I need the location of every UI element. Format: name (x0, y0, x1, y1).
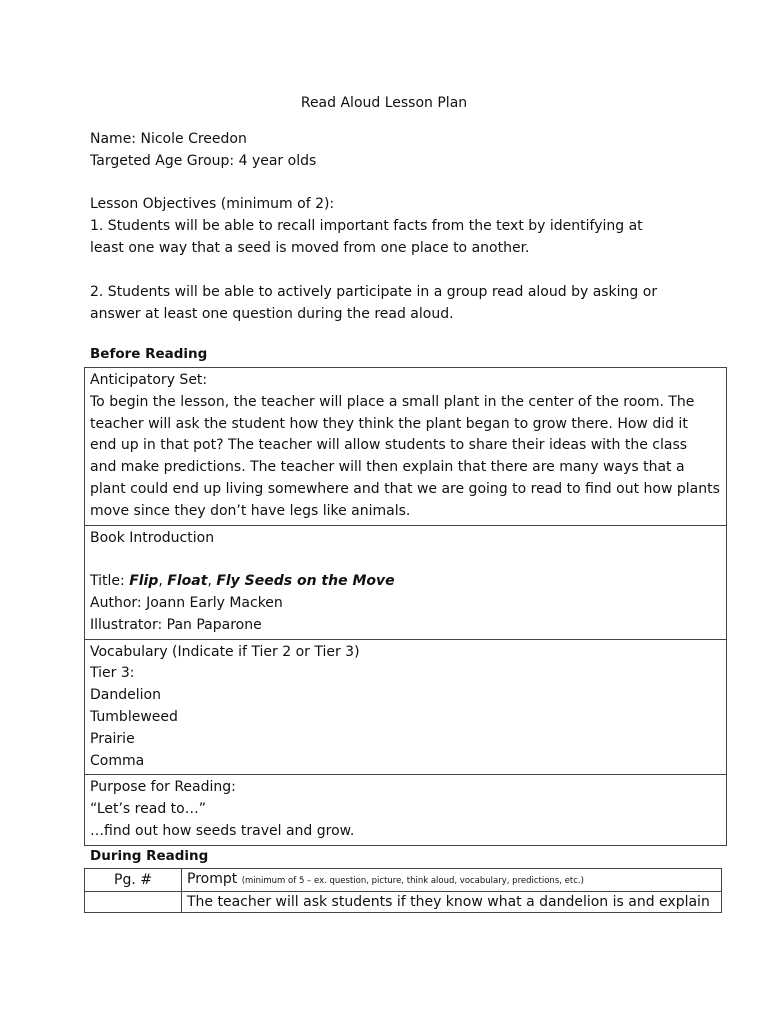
book-title-part-1: Flip (129, 573, 159, 590)
objective-2-line-1: 2. Students will be able to actively participate in a group read aloud by asking or (90, 284, 658, 300)
objective-1-line-2: least one way that a seed is moved from one place to another. (90, 240, 530, 256)
anticipatory-set-label: Anticipatory Set: (90, 372, 208, 388)
anticipatory-text-line: end up in that pot? The teacher will allow students to share their ideas with the class (90, 437, 688, 454)
book-title-label: Title: (90, 573, 125, 590)
book-title-part-2: Float (167, 573, 208, 590)
book-title-separator: , (158, 573, 163, 590)
prompt-cell: The teacher will ask students if they know what a dandelion is and explain (182, 892, 722, 913)
book-introduction-row (85, 525, 727, 639)
vocabulary-row (85, 639, 727, 775)
age-group-line (90, 150, 316, 172)
name-value: Nicole Creedon (140, 131, 247, 147)
before-reading-heading: Before Reading (90, 346, 208, 362)
purpose-cell (85, 775, 727, 845)
anticipatory-set-cell (85, 368, 727, 526)
author-line (90, 593, 720, 615)
age-group-label: Targeted Age Group: (90, 153, 235, 169)
anticipatory-set-row (85, 368, 727, 526)
page-number-cell (85, 892, 182, 913)
vocabulary-tier: Tier 3: (90, 665, 135, 682)
anticipatory-text-line: teacher will ask the student how they think the plant began to grow there. How did it (90, 415, 688, 432)
objectives-heading: Lesson Objectives (minimum of 2): (90, 196, 335, 212)
illustrator-label: Illustrator: (90, 616, 163, 633)
before-reading-table (84, 367, 727, 846)
objective-1-line-1: 1. Students will be able to recall important facts from the text by identifying at (90, 218, 643, 234)
purpose-line-1: “Let’s read to…” (90, 801, 206, 818)
vocabulary-label: Vocabulary (Indicate if Tier 2 or Tier 3) (90, 643, 360, 660)
anticipatory-text-line: and make predictions. The teacher will then explain that there are many ways that a (90, 459, 685, 476)
age-group-value: 4 year olds (238, 153, 317, 169)
during-reading-row (85, 892, 722, 913)
purpose-line-2: …find out how seeds travel and grow. (90, 822, 355, 839)
purpose-row (85, 775, 727, 845)
during-reading-heading: During Reading (90, 848, 209, 864)
book-introduction-cell (85, 525, 727, 639)
anticipatory-text-line: plant could end up living somewhere and that we are going to read to find out how plants (90, 480, 720, 497)
book-introduction-label: Book Introduction (90, 529, 215, 546)
during-reading-table (84, 868, 722, 913)
vocabulary-word: Tumbleweed (90, 708, 178, 725)
anticipatory-text-line: To begin the lesson, the teacher will place a small plant in the center of the room. The (90, 393, 695, 410)
prompt-header (182, 869, 722, 892)
book-title-separator: , (207, 573, 212, 590)
author-value: Joann Early Macken (146, 594, 283, 611)
page-title: Read Aloud Lesson Plan (300, 95, 468, 111)
name-line (90, 128, 247, 150)
during-reading-header-row (85, 869, 722, 892)
prompt-header-label: Prompt (187, 871, 238, 887)
vocabulary-cell (85, 639, 727, 775)
author-label: Author: (90, 594, 142, 611)
spacer (90, 549, 720, 571)
purpose-label: Purpose for Reading: (90, 779, 236, 796)
vocabulary-word: Comma (90, 752, 145, 769)
book-title-part-3: Fly Seeds on the Move (216, 573, 395, 590)
vocabulary-word: Prairie (90, 730, 135, 747)
illustrator-line (90, 615, 720, 637)
name-label: Name: (90, 131, 137, 147)
page-number-header: Pg. # (85, 869, 182, 892)
illustrator-value: Pan Paparone (166, 616, 262, 633)
prompt-header-note: (minimum of 5 – ex. question, picture, think aloud, vocabulary, predictions, etc.) (241, 876, 584, 886)
book-title-line (90, 571, 720, 593)
vocabulary-word: Dandelion (90, 687, 161, 704)
objective-2-line-2: answer at least one question during the read aloud. (90, 306, 454, 322)
anticipatory-text-line: move since they don’t have legs like animals. (90, 502, 411, 519)
